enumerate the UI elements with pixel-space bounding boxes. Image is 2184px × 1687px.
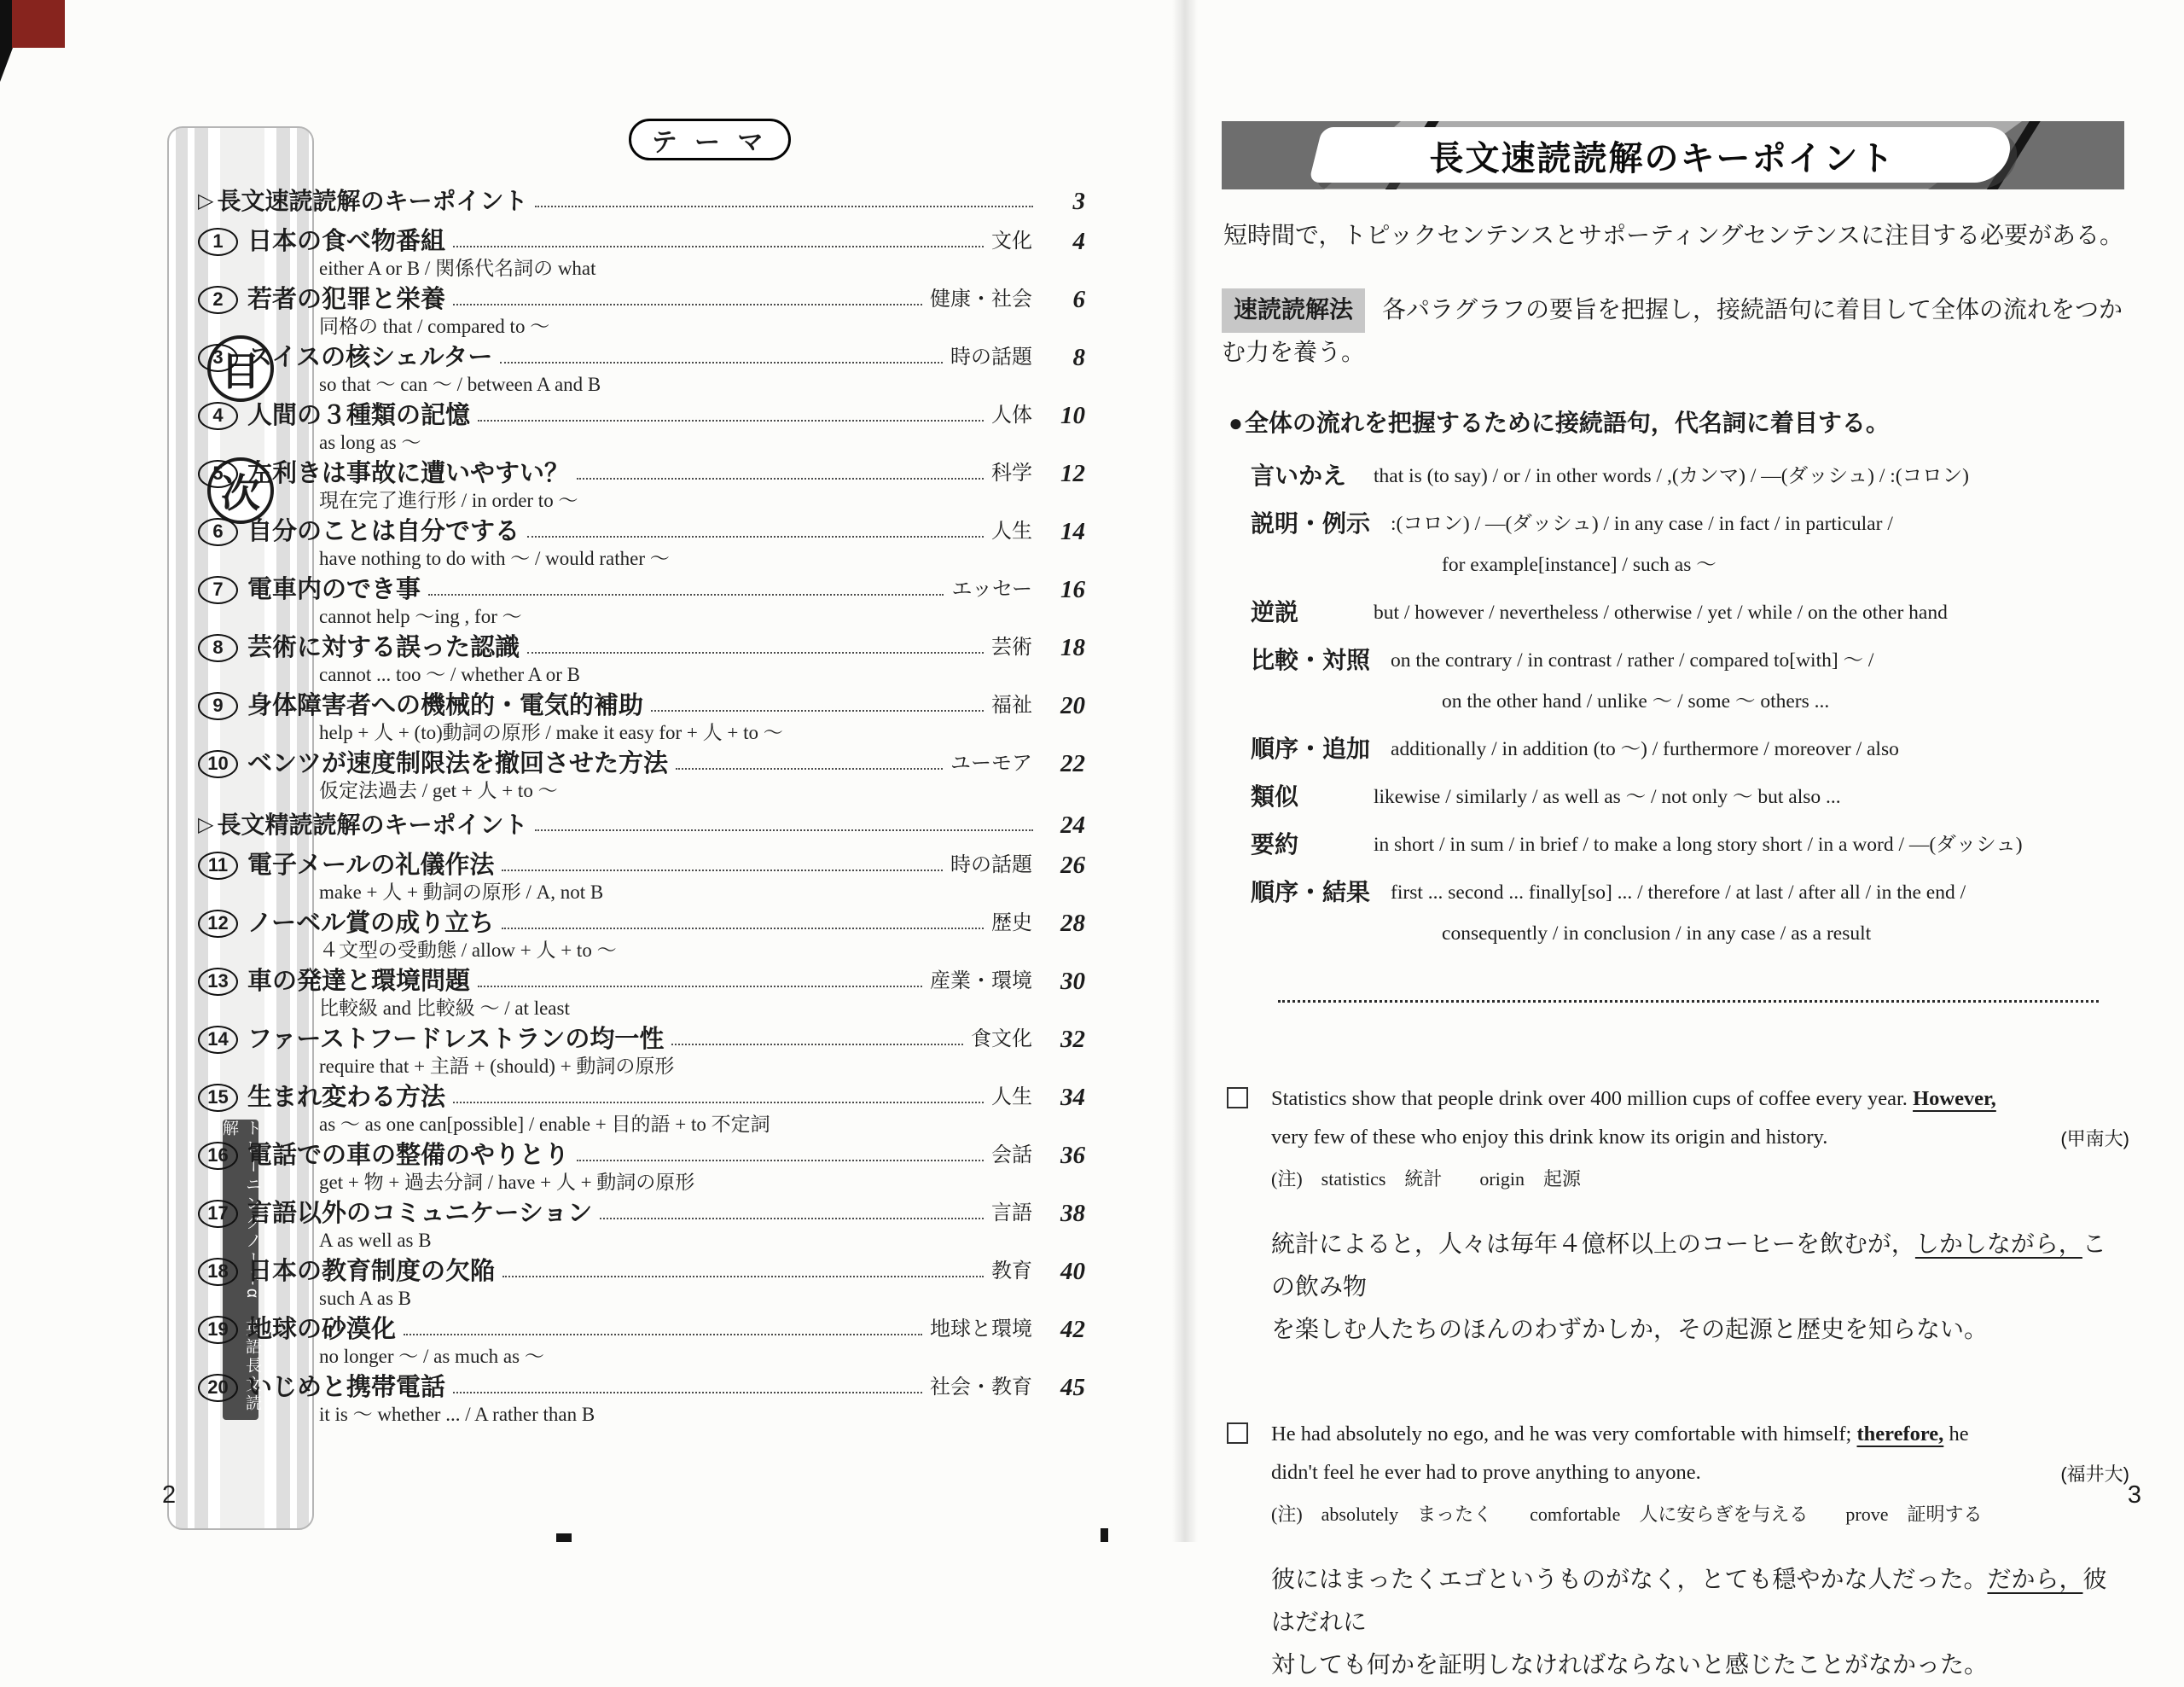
toc-leader-dots [527,643,984,654]
toc-entry-title: 言語以外のコミュニケーション [247,1200,593,1227]
page-number-left: 2 [162,1481,177,1509]
connective-phrases [1374,824,2124,865]
example-english-lines [1271,1079,2119,1156]
keypoint-header-banner [1222,121,2124,189]
toc-entry-row [198,1197,1085,1230]
toc-entry-number: 15 [198,1084,238,1112]
toc-entry-title: 左利きは事故に遭いやすい？ [247,460,570,487]
toc-entry [198,1313,1085,1367]
toc-entry-page: 8 [1072,344,1085,371]
connective-category-label: 説明・例示 [1251,510,1371,537]
toc-entry-category: 歴史 [991,911,1032,934]
toc-entry [198,573,1085,627]
connective-category-label: 逆説 [1251,599,1299,625]
connective-row [1251,729,2124,770]
connective-row [1251,592,2124,633]
toc-entry-number: 18 [198,1258,238,1286]
toc-entry [198,341,1085,395]
toc-leader-dots [453,1092,984,1103]
toc-entry-grammar-note: help + 人 + (to)動詞の原形 / make it easy for + 人 + to ～ [319,722,783,743]
example-english-line [1271,1079,2119,1118]
toc-entry-number: 9 [198,692,238,720]
text-segment: therefore, [1856,1422,1944,1446]
toc-leader-dots [502,1266,984,1277]
toc-entry-category: 地球と環境 [930,1318,1032,1341]
toc-leader-dots [676,759,943,770]
text-segment: この飲み物 [1271,1231,2106,1300]
toc-leader-dots [535,820,1033,831]
toc-entry-grammar-note: make + 人 + 動詞の原形 / A, not B [319,881,604,903]
toc-entry-page: 4 [1072,228,1085,255]
toc-entry-number: 12 [198,910,238,938]
method-text: 各パラグラフの要旨を把握し，接続語句に着目して全体の流れをつかむ力を養う。 [1222,297,2123,366]
text-segment: However, [1913,1087,1996,1110]
toc-leader-dots [535,196,1033,207]
toc-entry-row [198,341,1085,374]
toc-entry-title: 自分のことは自分でする [247,518,520,545]
connective-category-label: 要約 [1251,831,1299,858]
toc-entry-number: 20 [198,1374,238,1402]
connective-line: in short / in sum / in brief / to make a long story short / in a word / ―(ダッシュ) [1374,834,2023,856]
toc-entry-title: 日本の食べ物番組 [247,228,446,255]
connective-category-label: 類似 [1251,783,1299,810]
toc-entry-title: 生まれ変わる方法 [247,1084,446,1111]
toc-entry-category: 健康・社会 [930,288,1032,311]
toc-entry-grammar-note: either A or B / 関係代名詞の what [319,258,596,279]
bullet-dot-icon: ● [1228,410,1243,436]
toc-entry-row [198,515,1085,548]
toc-entry-number: 13 [198,968,238,996]
connectives-list [1222,456,2124,954]
method-label-box: 速読読解法 [1222,288,1365,333]
bullet-heading [1228,404,2124,439]
page-left [0,0,1186,1542]
text-segment: he [1943,1422,1969,1446]
connective-phrases [1391,872,2124,954]
toc-entry [198,457,1085,511]
text-segment: 彼はだれに [1271,1567,2107,1636]
toc-entry-category: 時の話題 [950,853,1032,876]
connective-row [1251,872,2124,954]
toc-entry-grammar-note: such A as B [319,1288,411,1309]
toc-entry-number: 4 [198,402,238,430]
toc-leader-dots [500,352,943,364]
text-segment: 対しても何かを証明しなければならないと感じたことがなかった。 [1271,1652,1989,1678]
connective-row [1251,503,2124,585]
connective-category-label: 順序・追加 [1251,736,1371,762]
toc-entry-title: 電話での車の整備のやりとり [247,1142,570,1169]
toc-entry-page: 16 [1060,576,1085,603]
toc-section-row [198,809,1085,841]
text-segment: しかしながら， [1914,1231,2082,1258]
toc-entry-row [198,907,1085,939]
toc-entry-row [198,1081,1085,1114]
text-segment: 統計によると，人々は毎年４億杯以上のコーヒーを飲むが， [1271,1231,1915,1258]
toc-entry-page: 30 [1060,968,1085,995]
toc-entry [198,1081,1085,1135]
toc-entry-row [198,631,1085,664]
toc-entry-page: 36 [1060,1142,1085,1169]
toc-entry-row [198,225,1085,258]
toc-entry-page: 45 [1060,1374,1085,1401]
text-segment: を楽しむ人たちのほんのわずかしか，その起源と歴史を知らない。 [1271,1317,1989,1343]
connective-row [1251,777,2124,817]
toc-entry-number: 17 [198,1200,238,1228]
connective-phrases [1374,592,2124,633]
toc-entry-row [198,1255,1085,1288]
toc-entry [198,515,1085,569]
dotted-separator [1278,1000,2099,1003]
toc-entry-grammar-note: have nothing to do with ～ / would rather ～ [319,548,670,569]
toc-entry [198,1139,1085,1193]
toc-entry-category: 会話 [991,1143,1032,1166]
toc-entry [198,1197,1085,1251]
toc-entry-category: 科学 [991,462,1032,485]
toc-entry-page: 42 [1060,1316,1085,1343]
toc-entry-page: 6 [1072,286,1085,313]
toc-entry-title: ノーベル賞の成り立ち [247,910,495,937]
page-number-right: 3 [2127,1481,2141,1509]
toc-banner-char: 目 [221,349,260,393]
toc-entry-title: 車の発達と環境問題 [247,968,471,995]
toc-entry-row [198,399,1085,432]
example-english-line [1271,1453,2119,1492]
toc-entry [198,965,1085,1019]
toc-entry-title: 若者の犯罪と栄養 [247,286,446,313]
toc-leader-dots [453,236,984,247]
toc-leader-dots [478,410,984,422]
toc-entry-row [198,849,1085,881]
toc-leader-dots [478,976,922,987]
toc-entry-page: 22 [1060,750,1085,777]
toc-entry-number: 3 [198,344,238,372]
toc-entry-number: 5 [198,460,238,488]
toc-entry-number: 14 [198,1026,238,1054]
toc-entry-page: 40 [1060,1258,1085,1285]
connective-line: consequently / in conclusion / in any case / as a result [1442,922,1872,945]
toc-entry [198,849,1085,903]
toc-entry-page: 28 [1060,910,1085,937]
toc-leader-dots [651,701,984,712]
toc-entry-title: ファーストフードレストランの均一性 [247,1026,665,1053]
toc-entry-category: 教育 [991,1259,1032,1283]
toc-entry-grammar-note: 比較級 and 比較級 ～ / at least [319,998,570,1019]
connective-line: for example[instance] / such as ～ [1442,554,1716,576]
toc-entry [198,1371,1085,1425]
toc-entry-row [198,1139,1085,1172]
toc-entry-number: 10 [198,750,238,778]
example-vocab-notes: (注) absolutely まったく comfortable 人に安らぎを与える prove 証明する [1271,1504,1983,1525]
table-of-contents [198,177,1085,1429]
toc-entry-number: 11 [198,852,238,880]
toc-entry-category: 芸術 [991,636,1032,659]
theme-label-pill [629,119,791,160]
toc-entry-row [198,283,1085,316]
connective-row [1251,640,2124,722]
toc-section-title: 長文速読読解のキーポイント [217,188,528,214]
toc-entry [198,748,1085,801]
connective-category-label: 比較・対照 [1251,647,1371,673]
toc-entry-title: 芸術に対する誤った認識 [247,634,520,661]
series-title-text: トレーニングノートα 英語長文読解 [220,1120,261,1413]
connective-line: :(コロン) / ―(ダッシュ) / in any case / in fact / in particular / [1391,513,1893,535]
toc-entry-grammar-note: ４文型の受動態 / allow + 人 + to ～ [319,939,617,961]
toc-leader-dots [453,294,922,305]
toc-entry-grammar-note: it is ～ whether ... / A rather than B [319,1404,595,1425]
toc-banner-char: 次 [221,471,260,515]
example-block [1222,1079,2129,1352]
toc-entry-title: 地球の砂漠化 [247,1316,397,1343]
toc-entry-page: 12 [1060,460,1085,487]
toc-entry [198,907,1085,961]
toc-entry-category: 文化 [991,230,1032,253]
connective-row [1251,456,2124,497]
text-segment: だから， [1987,1567,2083,1593]
toc-entry-grammar-note: so that ～ can ～ / between A and B [319,374,601,395]
example-block [1222,1415,2129,1687]
connective-phrases [1391,640,2124,722]
connective-line: additionally / in addition (to ～) / furthermore / moreover / also [1391,738,1899,760]
toc-entry-row [198,1313,1085,1346]
toc-entry-number: 6 [198,518,238,546]
toc-entry-category: 人体 [991,404,1032,427]
toc-entry-category: 人生 [991,520,1032,543]
toc-entry [198,283,1085,337]
connective-category-label: 順序・結果 [1251,879,1371,905]
toc-entry-page: 10 [1060,402,1085,429]
toc-entry [198,689,1085,743]
toc-entry-page: 20 [1060,692,1085,719]
toc-entry-title: いじめと携帯電話 [247,1374,446,1401]
toc-entry-number: 1 [198,228,238,256]
toc-entry-row [198,1023,1085,1056]
toc-leader-dots [577,468,984,480]
text-segment: Statistics show that people drink over 400 million cups of coffee every year. [1271,1087,1914,1110]
toc-leader-dots [404,1324,922,1335]
toc-entry-number: 16 [198,1142,238,1170]
example-japanese-line [1271,1644,2124,1687]
example-english-lines [1271,1415,2119,1492]
toc-entry [198,1023,1085,1077]
connective-line: on the other hand / unlike ～ / some ～ others ... [1442,690,1830,713]
triangle-bullet-icon: ▷ [198,189,214,212]
page-right [1186,0,2184,1678]
example-japanese-translation [1271,1559,2124,1687]
toc-entry-title: 電子メールの礼儀作法 [247,852,495,879]
toc-entry-grammar-note: 同格の that / compared to ～ [319,316,550,337]
toc-entry-title: 日本の教育制度の欠陥 [247,1258,496,1285]
toc-entry-grammar-note: 仮定法過去 / get + 人 + to ～ [319,780,558,801]
toc-leader-dots [428,585,944,596]
toc-entry [198,225,1085,279]
text-segment: didn't feel he ever had to prove anything to anyone. [1271,1461,1701,1484]
toc-entry-number: 8 [198,634,238,662]
connective-line: that is (to say) / or / in other words / ,(カンマ) / ―(ダッシュ) / :(コロン) [1374,465,1969,487]
example-english [1271,1079,2129,1156]
connective-line: but / however / nevertheless / otherwise / yet / while / on the other hand [1374,602,1948,624]
connective-phrases [1374,456,2124,497]
connective-line: likewise / similarly / as well as ～ / not only ～ but also ... [1374,786,1841,808]
toc-entry-number: 2 [198,286,238,314]
toc-entry-page: 18 [1060,634,1085,661]
toc-entry-category: 福祉 [991,694,1032,717]
text-segment: He had absolutely no ego, and he was very comfortable with himself; [1271,1422,1857,1446]
method-paragraph [1222,288,2124,374]
connective-phrases [1374,777,2124,817]
toc-section-title: 長文精読読解のキーポイント [217,812,528,838]
toc-entry-grammar-note: cannot help ～ing , for ～ [319,606,522,627]
toc-leader-dots [502,860,943,871]
toc-entry [198,399,1085,453]
toc-entry-row [198,457,1085,490]
example-source: (甲南大) [2060,1128,2129,1149]
toc-leader-dots [502,918,984,929]
keypoint-header-title: 長文速読読解のキーポイント [1429,139,1896,177]
toc-entry-row [198,689,1085,722]
toc-entry-row [198,1371,1085,1404]
toc-entry-page: 14 [1060,518,1085,545]
example-source: (福井大) [2060,1463,2129,1485]
toc-entry-grammar-note: as long as ～ [319,432,421,453]
toc-entry [198,1255,1085,1309]
example-sentences [1222,1079,2129,1687]
example-english-line [1271,1118,2119,1156]
connective-row [1251,824,2124,865]
toc-entry-category: 産業・環境 [930,969,1032,992]
example-japanese-line [1271,1559,2124,1644]
connective-phrases [1391,503,2124,585]
toc-entry-page: 32 [1060,1026,1085,1053]
toc-entry-page: 26 [1060,852,1085,879]
toc-section-row [198,185,1085,218]
triangle-bullet-icon: ▷ [198,813,214,836]
toc-entry-page: 38 [1060,1200,1085,1227]
toc-entry-row [198,573,1085,606]
bullet-heading-text: 全体の流れを把握するために接続語句，代名詞に着目する。 [1244,410,1890,436]
toc-entry-grammar-note: A as well as B [319,1230,432,1251]
toc-entry-grammar-note: get + 物 + 過去分詞 / have + 人 + 動詞の原形 [319,1172,695,1193]
connective-line: first ... second ... finally[so] ... / therefore / at last / after all / in the end / [1391,881,1966,904]
toc-entry-grammar-note: 現在完了進行形 / in order to ～ [319,490,578,511]
toc-entry-number: 19 [198,1316,238,1344]
toc-entry-category: 食文化 [971,1027,1032,1050]
toc-entry-category: 社会・教育 [930,1376,1032,1399]
example-japanese-line [1271,1224,2124,1309]
toc-entry-category: 時の話題 [950,346,1032,369]
toc-entry [198,631,1085,685]
toc-entry-title: 人間の３種類の記憶 [247,402,471,429]
toc-entry-category: ユーモア [950,752,1032,775]
toc-entry-number: 7 [198,576,238,604]
toc-entry-grammar-note: as ～ as one can[possible] / enable + 目的語 + to 不定詞 [319,1114,770,1135]
example-japanese-line [1271,1309,2124,1352]
toc-entry-grammar-note: require that + 主語 + (should) + 動詞の原形 [319,1056,675,1077]
toc-entry-title: 電車内のでき事 [247,576,421,603]
example-vocab-notes: (注) statistics 統計 origin 起源 [1271,1168,1581,1190]
toc-entry-row [198,965,1085,998]
theme-label: テ ー マ [651,128,769,157]
toc-section-page: 24 [1060,812,1085,839]
checkbox-icon [1227,1422,1248,1444]
toc-entry-title: スイスの核シェルター [247,344,493,371]
toc-leader-dots [671,1034,963,1045]
example-japanese-translation [1271,1224,2124,1352]
toc-entry-title: ベンツが速度制限法を撤回させた方法 [247,750,669,777]
toc-entry-grammar-note: no longer ～ / as much as ～ [319,1346,544,1367]
toc-entry-title: 身体障害者への機械的・電気的補助 [247,692,644,719]
text-segment: 彼にはまったくエゴというものがなく，とても穏やかな人だった。 [1271,1567,1988,1593]
connective-phrases [1391,729,2124,770]
text-segment: very few of these who enjoy this drink know its origin and history. [1271,1126,1828,1149]
toc-leader-dots [453,1382,922,1393]
toc-entry-category: エッセー [951,578,1032,601]
toc-leader-dots [527,526,984,538]
toc-entry-row [198,748,1085,780]
toc-entry-grammar-note: cannot ... too ～ / whether A or B [319,664,580,685]
intro-text: 短時間で，トピックセンテンスとサポーティングセンテンスに注目する必要がある。 [1223,223,2124,249]
example-english-line [1271,1415,2119,1453]
toc-leader-dots [577,1150,984,1161]
toc-entry-page: 34 [1060,1084,1085,1111]
toc-entry-category: 人生 [991,1085,1032,1108]
checkbox-icon [1227,1087,1248,1108]
example-english [1271,1415,2129,1492]
toc-section-page: 3 [1072,188,1085,215]
connective-line: on the contrary / in contrast / rather / compared to[with] ～ / [1391,649,1874,672]
toc-leader-dots [600,1208,984,1219]
connective-category-label: 言いかえ [1251,462,1347,489]
toc-entry-category: 言語 [991,1201,1032,1225]
